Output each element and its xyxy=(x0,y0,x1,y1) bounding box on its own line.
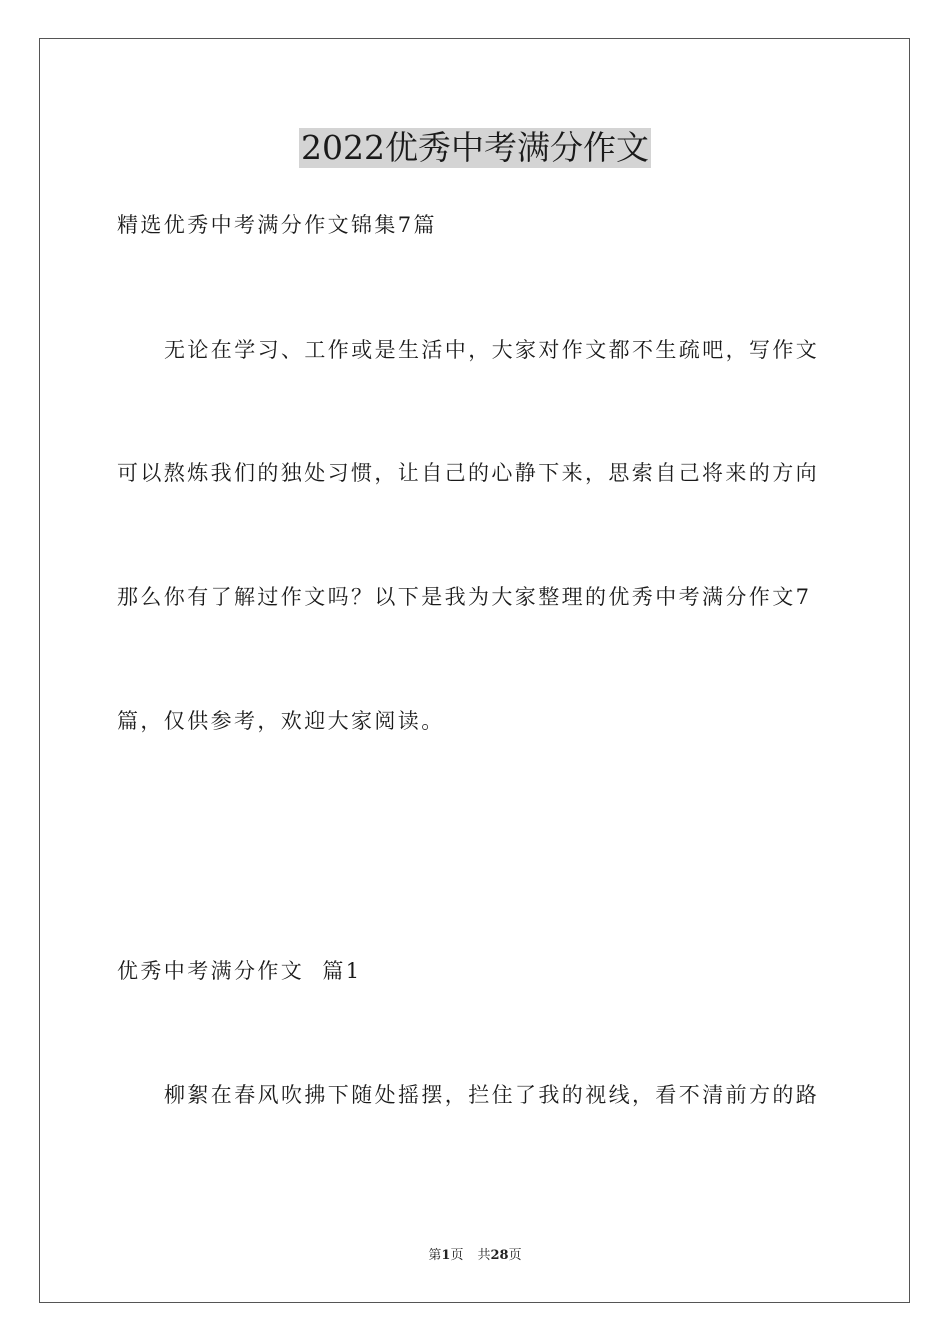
section-heading: 优秀中考满分作文 篇1 xyxy=(117,959,362,983)
title-container xyxy=(0,128,950,168)
intro-line-3: 那么你有了解过作文吗？以下是我为大家整理的优秀中考满分作文7 xyxy=(117,585,812,609)
footer-total-pages: 28 xyxy=(490,1248,509,1263)
intro-line-2: 可以熬炼我们的独处习惯，让自己的心静下来，思索自己将来的方向 xyxy=(117,461,819,485)
footer-total-suffix: 页 xyxy=(508,1248,522,1263)
footer-page-suffix: 页 xyxy=(450,1248,464,1263)
intro-line-4: 篇，仅供参考，欢迎大家阅读。 xyxy=(117,709,445,733)
footer-prefix: 第 xyxy=(428,1248,442,1263)
document-subtitle: 精选优秀中考满分作文锦集7篇 xyxy=(117,213,437,237)
intro-line-1: 无论在学习、工作或是生活中，大家对作文都不生疏吧，写作文 xyxy=(164,338,820,362)
footer-page-number: 1 xyxy=(441,1248,451,1263)
document-title: 2022优秀中考满分作文 xyxy=(301,128,649,167)
page-footer xyxy=(0,1247,950,1265)
section-first-line: 柳絮在春风吹拂下随处摇摆，拦住了我的视线，看不清前方的路 xyxy=(164,1083,820,1107)
footer-total-prefix: 共 xyxy=(477,1248,491,1263)
